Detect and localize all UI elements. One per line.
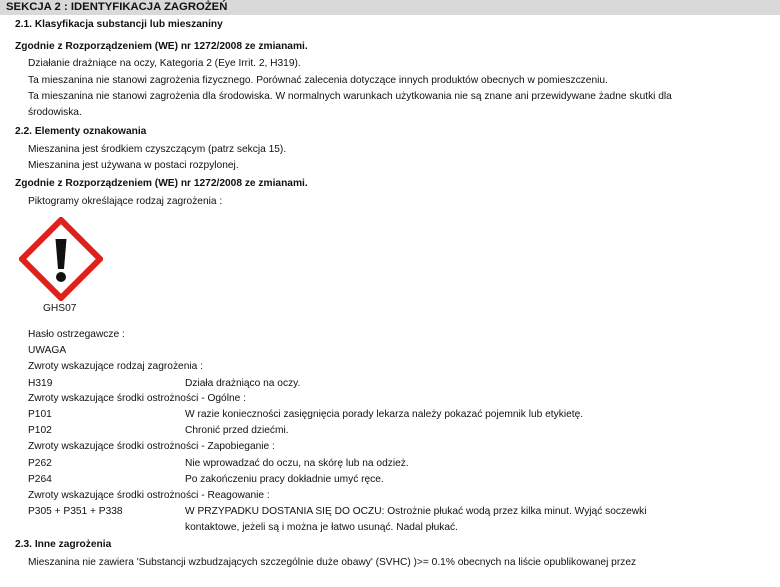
precaution-general-label: Zwroty wskazujące środki ostrożności - Ogólne :	[28, 393, 246, 404]
signal-word-label: Hasło ostrzegawcze :	[28, 329, 125, 340]
subsection-2-3-title: 2.3. Inne zagrożenia	[15, 539, 112, 550]
regulation-heading: Zgodnie z Rozporządzeniem (WE) nr 1272/2008 ze zmianami.	[15, 41, 308, 52]
statement-code: P264	[28, 474, 52, 485]
environment-hazard-line-cont: środowiska.	[28, 107, 82, 118]
statement-text: Nie wprowadzać do oczu, na skórę lub na odzież.	[185, 458, 409, 469]
precaution-response-label: Zwroty wskazujące środki ostrożności - Reagowanie :	[28, 490, 270, 501]
statement-code: P262	[28, 458, 52, 469]
physical-hazard-line: Ta mieszanina nie stanowi zagrożenia fizycznego. Porównać zalecenia dotyczące innych produktów obecnych w pomieszczeniu.	[28, 75, 608, 86]
classification-line: Działanie drażniące na oczy, Kategoria 2 (Eye Irrit. 2, H319).	[28, 58, 301, 69]
signal-word: UWAGA	[28, 345, 67, 356]
environment-hazard-line: Ta mieszanina nie stanowi zagrożenia dla środowiska. W normalnych warunkach użytkowania nie są znane ani przewidywane żadne skutki dla	[28, 91, 672, 102]
statement-text: Chronić przed dziećmi.	[185, 425, 289, 436]
statement-code: P101	[28, 409, 52, 420]
hazard-statements-label: Zwroty wskazujące rodzaj zagrożenia :	[28, 361, 203, 372]
statement-code: P305 + P351 + P338	[28, 506, 123, 517]
statement-text: Działa drażniąco na oczy.	[185, 378, 301, 389]
statement-code: P102	[28, 425, 52, 436]
statement-code: H319	[28, 378, 53, 389]
pictogram-code: GHS07	[43, 303, 77, 314]
regulation-heading-2: Zgodnie z Rozporządzeniem (WE) nr 1272/2008 ze zmianami.	[15, 178, 308, 189]
subsection-2-2-title: 2.2. Elementy oznakowania	[15, 126, 147, 137]
precaution-prevention-label: Zwroty wskazujące środki ostrożności - Zapobieganie :	[28, 441, 275, 452]
section-header: SEKCJA 2 : IDENTYFIKACJA ZAGROŻEŃ	[0, 0, 780, 15]
subsection-2-1-title: 2.1. Klasyfikacja substancji lub mieszaniny	[15, 19, 223, 30]
svhc-line: Mieszanina nie zawiera 'Substancji wzbudzających szczególnie duże obawy' (SVHC) )>= 0.1% obecnych na liście opublikowanej przez	[28, 557, 637, 568]
statement-text: Po zakończeniu pracy dokładnie umyć ręce.	[185, 474, 384, 485]
spray-form-line: Mieszanina jest używana w postaci rozpylonej.	[28, 160, 239, 171]
statement-text: W razie konieczności zasięgnięcia porady lekarza należy pokazać pojemnik lub etykietę.	[185, 409, 584, 420]
statement-text-cont: kontaktowe, jeżeli są i można je łatwo usunąć. Nadal płukać.	[185, 522, 458, 533]
pictograms-label: Piktogramy określające rodzaj zagrożenia :	[28, 196, 223, 207]
ghs07-exclamation-icon	[19, 217, 103, 301]
cleaning-agent-line: Mieszanina jest środkiem czyszczącym (patrz sekcja 15).	[28, 144, 287, 155]
statement-text: W PRZYPADKU DOSTANIA SIĘ DO OCZU: Ostrożnie płukać wodą przez kilka minut. Wyjąć soczewki	[185, 506, 647, 517]
